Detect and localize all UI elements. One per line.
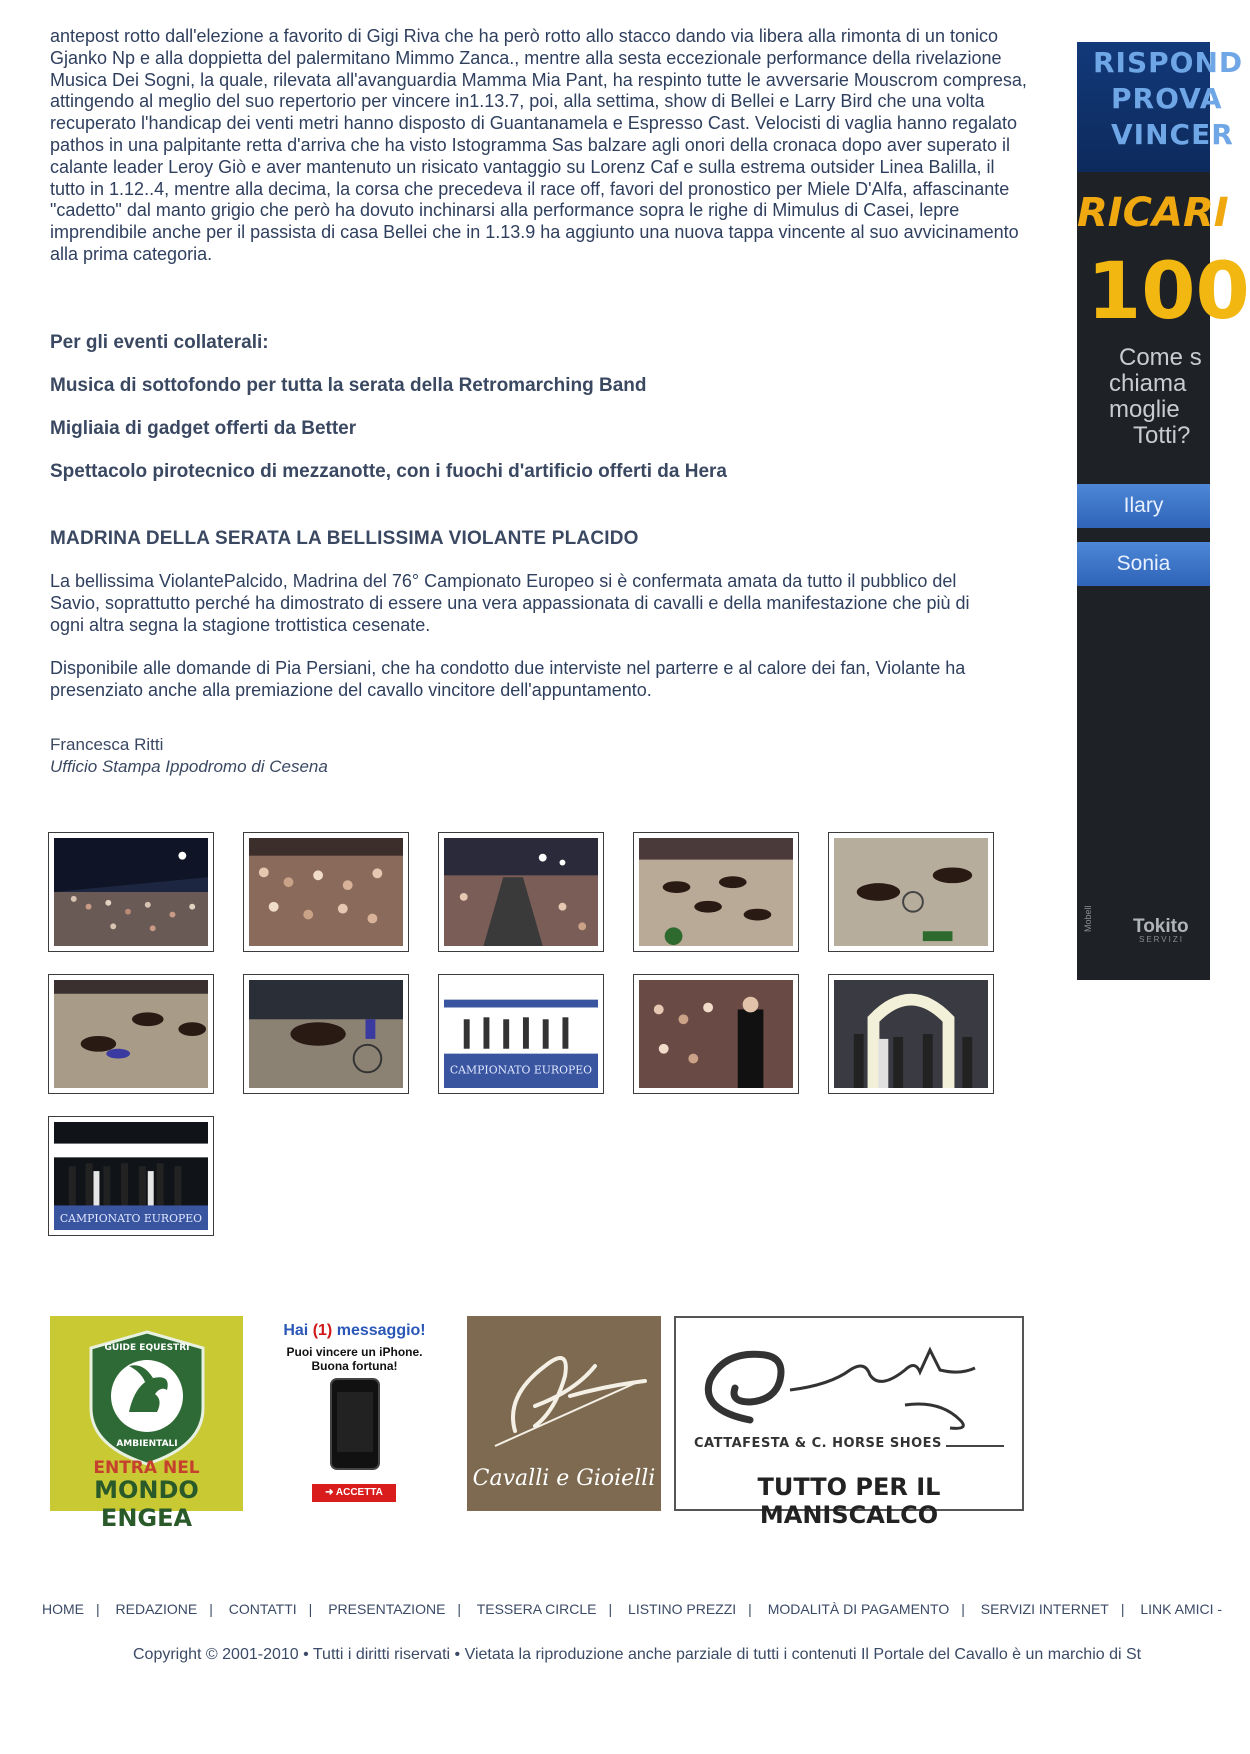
iphone-heading-part: Hai — [283, 1322, 309, 1339]
maniscalco-banner[interactable] — [674, 1316, 1024, 1529]
maniscalco-company: CATTAFESTA & C. HORSE SHOES — [694, 1436, 946, 1451]
engea-banner[interactable] — [50, 1316, 243, 1532]
iphone-subtitle-line: Buona fortuna! — [311, 1359, 398, 1373]
ad-question: moglie — [1109, 396, 1180, 423]
iphone-heading-count: (1) — [312, 1322, 333, 1339]
ad-recharge-label: RICARI — [1077, 190, 1229, 236]
engea-shield-icon — [83, 1328, 211, 1468]
footer-link-contatti[interactable]: CONTATTI — [228, 1601, 297, 1617]
gallery-photo-violante-crowd[interactable] — [633, 974, 799, 1094]
footer-link-link-amici[interactable]: LINK AMICI - — [1140, 1601, 1223, 1617]
article-lead-paragraph: antepost rotto dall'elezione a favorito di Gigi Riva che ha però rotto allo stacco dando via libera alla rimonta di un tonico Gjanko Np e alla doppietta del palermitano Mimmo Zanca., mentre alla sesta eccezionale performance della rivelazione Musica Dei Sogni, la quale, rilevata all'avanguardia Mamma Mia Pant, ha respinto tutte le avversarie Mouscrom compresa, attingendo al meglio del suo repertorio per vincere in1.13.7, poi, alla settima, show di Bellei e Larry Bird che una volta recuperato l'handicap dei venti metri hanno disposto di Guantanamela e Espresso Cast. Velocisti di vaglia hanno regalato pathos in una palpitante retta d'arriva che ha visto Istogramma Sas balzare agli onori della cronaca dopo aver superato il calante leader Leroy Giò e aver mantenuto un risicato vantaggio su Lorenz Caf e sulla estrema outsider Linea Balilla, il tutto in 1.12..4, mentre alla decima, la corsa che precedeva il race off, favori del pronostico per Miele D'Alfa, affascinante "cadetto" dal manto grigio che però ha dovuto inchinarsi alla performance sopra le righe di Mimulus di Casei, lepre imprendibile anche per il passista di casa Bellei che in 1.13.9 ha aggiunto una nuova tappa vincente al suo avvicinamento alla prima categoria. — [50, 26, 1027, 264]
madrina-paragraph-2: Disponibile alle domande di Pia Persiani, che ha condotto due interviste nel parterre e al calore dei fan, Violante ha presenziato anche alla premiazione del cavallo vincitore dell'appuntamento. — [50, 658, 966, 700]
footer-link-servizi-internet[interactable]: SERVIZI INTERNET — [980, 1601, 1109, 1617]
ad-side-label: Mobell — [1083, 905, 1093, 932]
quiz-skyscraper-ad[interactable] — [1077, 42, 1250, 980]
ad-headline: PROVA — [1111, 82, 1223, 115]
event-item: Spettacolo pirotecnico di mezzanotte, con i fuochi d'artificio offerti da Hera — [50, 461, 727, 482]
author-name: Francesca Ritti — [50, 735, 164, 754]
ad-headline: RISPOND — [1093, 46, 1244, 79]
iphone-contest-banner[interactable] — [252, 1316, 457, 1511]
event-item: Musica di sottofondo per tutta la serata della Retromarching Band — [50, 375, 647, 396]
horse-shoe-logo-icon — [690, 1330, 990, 1440]
madrina-paragraph: La bellissima ViolantePalcido, Madrina del 76° Campionato Europeo si è confermata amata da tutto il pubblico del Savio, soprattutto perché ha dimostrato di essere una vera appassionata di cavalli e della manifestazione che più di ogni altra segna la stagione trottistica cesenate. — [50, 571, 970, 635]
madrina-heading: MADRINA DELLA SERATA LA BELLISSIMA VIOLANTE PLACIDO — [50, 528, 639, 549]
ad-answer-option-ilary[interactable]: Ilary — [1077, 484, 1210, 528]
maniscalco-tagline: TUTTO PER IL MANISCALCO — [757, 1473, 941, 1529]
footer-link-tessera-circle[interactable]: TESSERA CIRCLE — [476, 1601, 597, 1617]
footer-link-presentazione[interactable]: PRESENTAZIONE — [328, 1601, 446, 1617]
engea-line1: ENTRA NEL — [93, 1458, 200, 1478]
ad-brand-logo: Tokito — [1133, 916, 1189, 937]
footer-link-modalita-pagamento[interactable]: MODALITÀ DI PAGAMENTO — [767, 1601, 950, 1617]
phone-icon — [330, 1378, 380, 1470]
copyright-notice: Copyright © 2001-2010 • Tutti i diritti riservati • Vietata la riproduzione anche parziale di tutti i contenuti Il Portale del Cavallo è un marchio di St — [133, 1646, 1142, 1663]
cavalli-gioielli-banner[interactable] — [467, 1316, 661, 1511]
iphone-banner-subtitle — [252, 1345, 457, 1373]
gallery-photo-crowd[interactable] — [243, 832, 409, 952]
cavalli-gioielli-title: Cavalli e Gioielli — [472, 1466, 656, 1491]
gallery-photo-grandstand-night[interactable] — [48, 832, 214, 952]
author-office: Ufficio Stampa Ippodromo di Cesena — [50, 757, 328, 776]
article — [50, 26, 1030, 776]
footer-link-redazione[interactable]: REDAZIONE — [115, 1601, 198, 1617]
event-item: Migliaia di gadget offerti da Better — [50, 418, 357, 439]
gallery-photo-race-finish[interactable] — [48, 974, 214, 1094]
gallery-banner-text: CAMPIONATO EUROPEO — [449, 1063, 593, 1077]
gallery-photo-podium[interactable] — [48, 1116, 214, 1236]
accept-button[interactable]: ➜ ACCETTA — [312, 1484, 396, 1502]
accept-button-label: ACCETTA — [335, 1487, 383, 1498]
iphone-heading-part: messaggio! — [336, 1322, 426, 1339]
footer-link-home[interactable]: HOME — [42, 1601, 84, 1617]
ad-question: Totti? — [1133, 422, 1191, 449]
footer-link-listino-prezzi[interactable]: LISTINO PREZZI — [628, 1601, 737, 1617]
ad-headline: VINCER — [1111, 118, 1234, 151]
engea-ring-top-text: GUIDE EQUESTRI — [104, 1343, 190, 1353]
ad-amount: 100 — [1087, 247, 1250, 337]
ad-question: Come s — [1119, 344, 1202, 371]
gallery-photo-trotter[interactable] — [243, 974, 409, 1094]
ad-question: chiama — [1109, 370, 1187, 397]
gallery-photo-award-stage[interactable] — [438, 974, 604, 1094]
gallery-banner-text: CAMPIONATO EUROPEO — [59, 1212, 203, 1226]
gallery-photo-flower-arch[interactable] — [828, 974, 994, 1094]
iphone-banner-heading — [252, 1322, 457, 1340]
ad-answer-option-sonia[interactable]: Sonia — [1077, 542, 1210, 586]
engea-ring-bottom-text: AMBIENTALI — [116, 1439, 178, 1449]
ad-brand-subtitle: SERVIZI — [1139, 935, 1184, 944]
gallery-photo-race-start[interactable] — [633, 832, 799, 952]
signature-logo-icon — [475, 1336, 653, 1456]
gallery-photo-horses-sulky[interactable] — [828, 832, 994, 952]
gallery-photo-grandstand-aisle[interactable] — [438, 832, 604, 952]
footer-nav: HOME | REDAZIONE | CONTATTI | PRESENTAZIONE | TESSERA CIRCLE | LISTINO PREZZI | MODALITÀ DI PAGAMENTO | SERVIZI INTERNET | LINK AMICI - — [42, 1601, 1223, 1617]
engea-line2: MONDO ENGEA — [94, 1476, 199, 1532]
iphone-subtitle-line: Puoi vincere un iPhone. — [286, 1345, 423, 1359]
collateral-events-title: Per gli eventi collaterali: — [50, 332, 269, 353]
